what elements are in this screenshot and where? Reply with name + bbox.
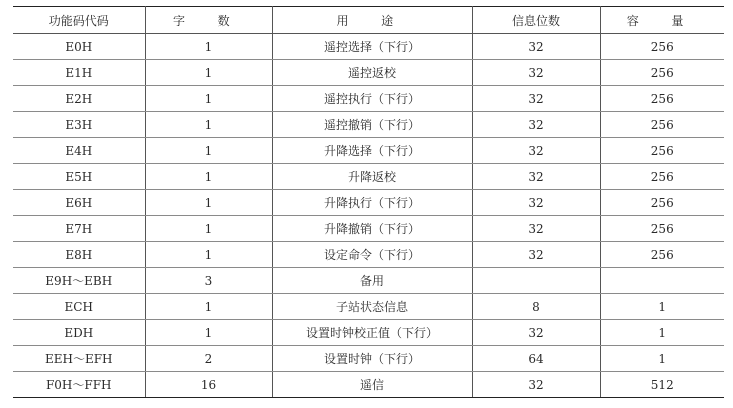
capacity-cell: 256 (600, 216, 724, 242)
table-row (13, 138, 724, 164)
table-row (13, 216, 724, 242)
capacity-cell: 1 (600, 294, 724, 320)
function-code-cell: E3H (13, 112, 145, 138)
table-row (13, 86, 724, 112)
purpose-cell: 设置时钟（下行） (272, 346, 472, 372)
word-count-cell: 1 (145, 190, 272, 216)
table-row (13, 60, 724, 86)
word-count-cell: 3 (145, 268, 272, 294)
word-count-cell: 1 (145, 320, 272, 346)
table-row (13, 372, 724, 398)
purpose-cell: 升降执行（下行） (272, 190, 472, 216)
capacity-cell: 256 (600, 60, 724, 86)
word-count-cell: 1 (145, 294, 272, 320)
table-row (13, 346, 724, 372)
purpose-cell: 遥控返校 (272, 60, 472, 86)
info-bits-cell: 32 (472, 138, 600, 164)
header-info-bits: 信息位数 (472, 7, 600, 34)
table-row (13, 164, 724, 190)
word-count-cell: 1 (145, 86, 272, 112)
info-bits-cell: 32 (472, 216, 600, 242)
info-bits-cell: 32 (472, 86, 600, 112)
info-bits-cell: 32 (472, 372, 600, 398)
purpose-cell: 设置时钟校正值（下行） (272, 320, 472, 346)
capacity-cell: 256 (600, 138, 724, 164)
function-code-table (13, 6, 724, 398)
word-count-cell: 1 (145, 242, 272, 268)
function-code-cell: E0H (13, 34, 145, 60)
info-bits-cell (472, 268, 600, 294)
capacity-cell (600, 268, 724, 294)
purpose-cell: 备用 (272, 268, 472, 294)
capacity-cell: 1 (600, 346, 724, 372)
function-code-cell: E5H (13, 164, 145, 190)
capacity-cell: 256 (600, 242, 724, 268)
header-purpose: 用 途 (272, 7, 472, 34)
info-bits-cell: 32 (472, 190, 600, 216)
purpose-cell: 升降返校 (272, 164, 472, 190)
function-code-cell: EDH (13, 320, 145, 346)
capacity-cell: 256 (600, 86, 724, 112)
function-code-cell: E2H (13, 86, 145, 112)
word-count-cell: 1 (145, 34, 272, 60)
function-code-cell: E1H (13, 60, 145, 86)
function-code-cell: EEH～EFH (13, 346, 145, 372)
table-row (13, 190, 724, 216)
info-bits-cell: 32 (472, 164, 600, 190)
function-code-cell: F0H～FFH (13, 372, 145, 398)
word-count-cell: 1 (145, 216, 272, 242)
table-row (13, 268, 724, 294)
function-code-cell: E6H (13, 190, 145, 216)
purpose-cell: 升降撤销（下行） (272, 216, 472, 242)
word-count-cell: 1 (145, 164, 272, 190)
table-body (13, 34, 724, 398)
info-bits-cell: 32 (472, 34, 600, 60)
info-bits-cell: 8 (472, 294, 600, 320)
header-function-code: 功能码代码 (13, 7, 145, 34)
purpose-cell: 遥信 (272, 372, 472, 398)
info-bits-cell: 64 (472, 346, 600, 372)
function-code-cell: E7H (13, 216, 145, 242)
header-capacity: 容 量 (600, 7, 724, 34)
word-count-cell: 1 (145, 138, 272, 164)
capacity-cell: 256 (600, 112, 724, 138)
info-bits-cell: 32 (472, 112, 600, 138)
capacity-cell: 256 (600, 190, 724, 216)
word-count-cell: 1 (145, 60, 272, 86)
function-code-cell: ECH (13, 294, 145, 320)
word-count-cell: 2 (145, 346, 272, 372)
purpose-cell: 遥控选择（下行） (272, 34, 472, 60)
info-bits-cell: 32 (472, 60, 600, 86)
word-count-cell: 1 (145, 112, 272, 138)
capacity-cell: 256 (600, 164, 724, 190)
capacity-cell: 1 (600, 320, 724, 346)
table-row (13, 294, 724, 320)
function-code-cell: E9H～EBH (13, 268, 145, 294)
purpose-cell: 遥控撤销（下行） (272, 112, 472, 138)
purpose-cell: 子站状态信息 (272, 294, 472, 320)
header-word-count: 字 数 (145, 7, 272, 34)
function-code-cell: E8H (13, 242, 145, 268)
purpose-cell: 升降选择（下行） (272, 138, 472, 164)
table-header-row (13, 7, 724, 34)
capacity-cell: 512 (600, 372, 724, 398)
table-row (13, 320, 724, 346)
purpose-cell: 设定命令（下行） (272, 242, 472, 268)
table-row (13, 34, 724, 60)
info-bits-cell: 32 (472, 242, 600, 268)
table-row (13, 112, 724, 138)
info-bits-cell: 32 (472, 320, 600, 346)
word-count-cell: 16 (145, 372, 272, 398)
function-code-cell: E4H (13, 138, 145, 164)
capacity-cell: 256 (600, 34, 724, 60)
purpose-cell: 遥控执行（下行） (272, 86, 472, 112)
table-row (13, 242, 724, 268)
